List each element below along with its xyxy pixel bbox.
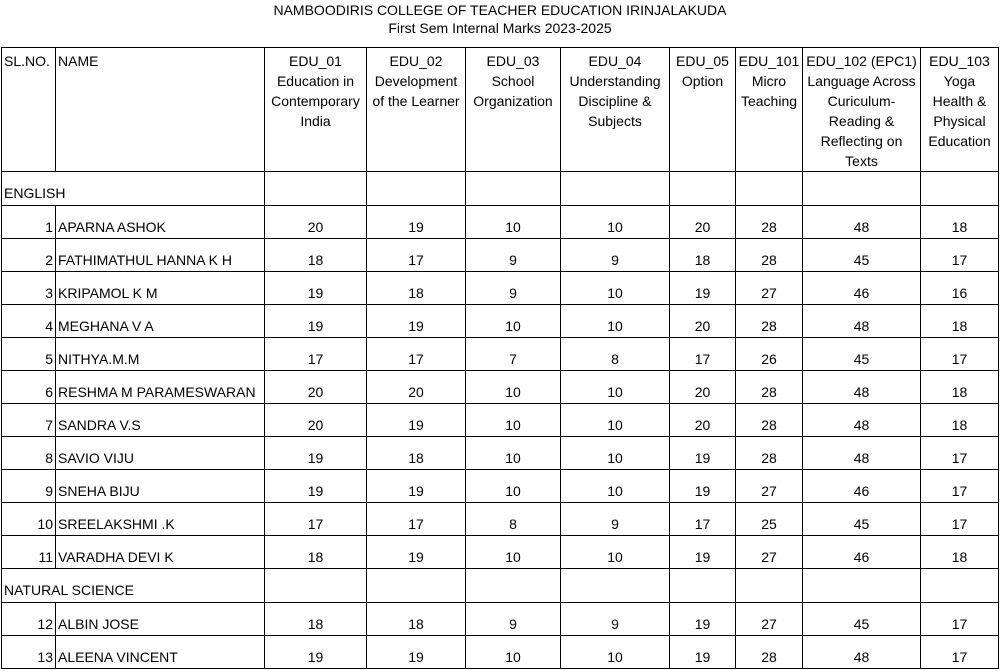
column-header-edu05: EDU_05 Option — [670, 48, 736, 172]
mark-cell: 10 — [466, 371, 561, 404]
serial-number-cell: 10 — [2, 503, 56, 536]
mark-cell: 18 — [367, 272, 466, 305]
mark-cell: 28 — [736, 239, 803, 272]
column-header-edu03: EDU_03 School Organization — [466, 48, 561, 172]
student-name-cell: SNEHA BIJU — [56, 470, 265, 503]
mark-cell: 19 — [670, 603, 736, 636]
mark-cell: 19 — [265, 437, 367, 470]
mark-cell: 17 — [265, 503, 367, 536]
mark-cell: 19 — [265, 470, 367, 503]
mark-cell: 46 — [803, 536, 921, 569]
mark-cell: 20 — [265, 206, 367, 239]
mark-cell: 9 — [561, 239, 670, 272]
student-name-cell: NITHYA.M.M — [56, 338, 265, 371]
empty-cell — [736, 569, 803, 603]
mark-cell: 45 — [803, 239, 921, 272]
mark-cell: 18 — [921, 206, 999, 239]
mark-cell: 19 — [265, 636, 367, 669]
mark-cell: 48 — [803, 206, 921, 239]
mark-cell: 28 — [736, 404, 803, 437]
mark-cell: 10 — [561, 371, 670, 404]
mark-cell: 10 — [561, 470, 670, 503]
mark-cell: 17 — [921, 437, 999, 470]
mark-cell: 9 — [561, 503, 670, 536]
table-row — [2, 503, 999, 536]
empty-cell — [803, 172, 921, 206]
mark-cell: 19 — [367, 404, 466, 437]
mark-cell: 17 — [367, 503, 466, 536]
mark-cell: 19 — [670, 272, 736, 305]
serial-number-cell: 3 — [2, 272, 56, 305]
mark-cell: 17 — [670, 338, 736, 371]
empty-cell — [803, 569, 921, 603]
empty-cell — [265, 569, 367, 603]
mark-cell: 18 — [265, 239, 367, 272]
mark-cell: 10 — [561, 272, 670, 305]
mark-cell: 18 — [921, 404, 999, 437]
serial-number-cell: 4 — [2, 305, 56, 338]
mark-cell: 9 — [466, 603, 561, 636]
mark-cell: 19 — [367, 305, 466, 338]
mark-cell: 18 — [921, 536, 999, 569]
section-title: ENGLISH — [2, 172, 265, 206]
mark-cell: 28 — [736, 437, 803, 470]
serial-number-cell: 8 — [2, 437, 56, 470]
mark-cell: 20 — [367, 371, 466, 404]
mark-cell: 46 — [803, 272, 921, 305]
mark-cell: 17 — [921, 470, 999, 503]
mark-cell: 48 — [803, 305, 921, 338]
table-row — [2, 338, 999, 371]
empty-cell — [736, 172, 803, 206]
mark-cell: 9 — [561, 603, 670, 636]
mark-cell: 17 — [921, 503, 999, 536]
mark-cell: 10 — [466, 470, 561, 503]
mark-cell: 20 — [670, 371, 736, 404]
mark-cell: 19 — [367, 536, 466, 569]
mark-cell: 10 — [466, 305, 561, 338]
mark-cell: 10 — [561, 206, 670, 239]
table-row — [2, 536, 999, 569]
mark-cell: 48 — [803, 404, 921, 437]
mark-cell: 28 — [736, 206, 803, 239]
column-header-edu103: EDU_103 Yoga Health & Physical Education — [921, 48, 999, 172]
empty-cell — [367, 569, 466, 603]
serial-number-cell: 1 — [2, 206, 56, 239]
mark-cell: 17 — [367, 338, 466, 371]
student-name-cell: SAVIO VIJU — [56, 437, 265, 470]
mark-cell: 7 — [466, 338, 561, 371]
mark-cell: 17 — [921, 636, 999, 669]
mark-cell: 20 — [265, 404, 367, 437]
empty-cell — [265, 172, 367, 206]
student-name-cell: SREELAKSHMI .K — [56, 503, 265, 536]
mark-cell: 26 — [736, 338, 803, 371]
table-row — [2, 239, 999, 272]
table-row — [2, 305, 999, 338]
mark-cell: 18 — [367, 437, 466, 470]
mark-cell: 9 — [466, 239, 561, 272]
mark-cell: 27 — [736, 272, 803, 305]
mark-cell: 28 — [736, 305, 803, 338]
mark-cell: 10 — [561, 305, 670, 338]
section-row — [2, 569, 999, 603]
mark-cell: 9 — [466, 272, 561, 305]
mark-cell: 19 — [670, 636, 736, 669]
mark-cell: 25 — [736, 503, 803, 536]
mark-cell: 10 — [561, 536, 670, 569]
mark-cell: 28 — [736, 636, 803, 669]
serial-number-cell: 6 — [2, 371, 56, 404]
serial-number-cell: 13 — [2, 636, 56, 669]
mark-cell: 19 — [670, 536, 736, 569]
mark-cell: 10 — [466, 206, 561, 239]
serial-number-cell: 11 — [2, 536, 56, 569]
column-header-edu102: EDU_102 (EPC1) Language Across Curiculum- Reading & Reflecting on Texts — [803, 48, 921, 172]
mark-cell: 17 — [670, 503, 736, 536]
mark-cell: 8 — [561, 338, 670, 371]
mark-cell: 10 — [466, 404, 561, 437]
mark-cell: 27 — [736, 536, 803, 569]
mark-cell: 8 — [466, 503, 561, 536]
mark-cell: 20 — [670, 305, 736, 338]
mark-cell: 48 — [803, 636, 921, 669]
mark-cell: 45 — [803, 603, 921, 636]
mark-cell: 20 — [670, 404, 736, 437]
mark-cell: 10 — [466, 437, 561, 470]
mark-cell: 45 — [803, 503, 921, 536]
table-row — [2, 206, 999, 239]
marks-table-body — [2, 172, 999, 669]
student-name-cell: KRIPAMOL K M — [56, 272, 265, 305]
student-name-cell: ALEENA VINCENT — [56, 636, 265, 669]
student-name-cell: SANDRA V.S — [56, 404, 265, 437]
mark-cell: 48 — [803, 371, 921, 404]
column-header-name: NAME — [56, 48, 265, 172]
empty-cell — [466, 569, 561, 603]
mark-cell: 19 — [670, 470, 736, 503]
student-name-cell: RESHMA M PARAMESWARAN — [56, 371, 265, 404]
mark-cell: 28 — [736, 371, 803, 404]
column-header-slno: SL.NO. — [2, 48, 56, 172]
mark-cell: 19 — [265, 305, 367, 338]
serial-number-cell: 7 — [2, 404, 56, 437]
table-row — [2, 636, 999, 669]
mark-cell: 19 — [367, 206, 466, 239]
empty-cell — [561, 569, 670, 603]
table-row — [2, 470, 999, 503]
mark-cell: 18 — [265, 603, 367, 636]
mark-cell: 18 — [921, 371, 999, 404]
document-subtitle: First Sem Internal Marks 2023-2025 — [388, 20, 612, 36]
mark-cell: 10 — [466, 536, 561, 569]
table-row — [2, 437, 999, 470]
serial-number-cell: 9 — [2, 470, 56, 503]
student-name-cell: ALBIN JOSE — [56, 603, 265, 636]
mark-cell: 17 — [921, 338, 999, 371]
mark-cell: 27 — [736, 603, 803, 636]
table-row — [2, 272, 999, 305]
mark-cell: 17 — [367, 239, 466, 272]
mark-cell: 17 — [921, 239, 999, 272]
mark-cell: 20 — [670, 206, 736, 239]
mark-cell: 10 — [561, 404, 670, 437]
mark-cell: 19 — [670, 437, 736, 470]
empty-cell — [367, 172, 466, 206]
student-name-cell: VARADHA DEVI K — [56, 536, 265, 569]
empty-cell — [670, 172, 736, 206]
mark-cell: 17 — [265, 338, 367, 371]
mark-cell: 46 — [803, 470, 921, 503]
mark-cell: 48 — [803, 437, 921, 470]
mark-cell: 19 — [367, 636, 466, 669]
student-name-cell: MEGHANA V A — [56, 305, 265, 338]
mark-cell: 18 — [367, 603, 466, 636]
section-title: NATURAL SCIENCE — [2, 569, 265, 603]
empty-cell — [561, 172, 670, 206]
serial-number-cell: 2 — [2, 239, 56, 272]
section-row — [2, 172, 999, 206]
mark-cell: 27 — [736, 470, 803, 503]
mark-cell: 10 — [561, 437, 670, 470]
column-header-edu02: EDU_02 Development of the Learner — [367, 48, 466, 172]
table-row — [2, 603, 999, 636]
empty-cell — [921, 172, 999, 206]
mark-cell: 18 — [265, 536, 367, 569]
table-row — [2, 371, 999, 404]
table-row — [2, 404, 999, 437]
college-title: NAMBOODIRIS COLLEGE OF TEACHER EDUCATION IRINJALAKUDA — [273, 2, 727, 18]
student-name-cell: APARNA ASHOK — [56, 206, 265, 239]
mark-cell: 45 — [803, 338, 921, 371]
marks-table — [1, 47, 999, 669]
mark-cell: 18 — [921, 305, 999, 338]
empty-cell — [921, 569, 999, 603]
mark-cell: 20 — [265, 371, 367, 404]
mark-cell: 17 — [921, 603, 999, 636]
mark-cell: 16 — [921, 272, 999, 305]
mark-cell: 10 — [561, 636, 670, 669]
column-header-edu101: EDU_101 Micro Teaching — [736, 48, 803, 172]
column-header-edu01: EDU_01 Education in Contemporary India — [265, 48, 367, 172]
mark-cell: 10 — [466, 636, 561, 669]
serial-number-cell: 12 — [2, 603, 56, 636]
empty-cell — [670, 569, 736, 603]
mark-cell: 19 — [265, 272, 367, 305]
mark-cell: 19 — [367, 470, 466, 503]
mark-cell: 18 — [670, 239, 736, 272]
empty-cell — [466, 172, 561, 206]
column-header-edu04: EDU_04 Understanding Discipline & Subjects — [561, 48, 670, 172]
student-name-cell: FATHIMATHUL HANNA K H — [56, 239, 265, 272]
header-row — [2, 48, 999, 172]
serial-number-cell: 5 — [2, 338, 56, 371]
